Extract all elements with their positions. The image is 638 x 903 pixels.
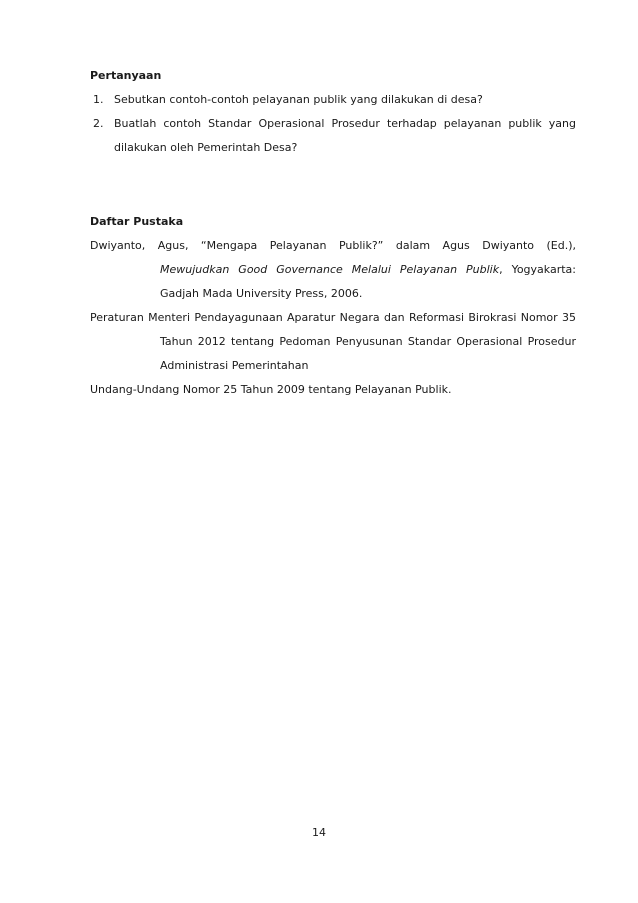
- reference-entry-3: Undang-Undang Nomor 25 Tahun 2009 tentang Pelayanan Publik.: [90, 383, 452, 396]
- questions-section: [90, 64, 576, 160]
- reference-text: Dwiyanto, Agus, “Mengapa Pelayanan Publik?” dalam Agus Dwiyanto (Ed.),: [90, 239, 576, 252]
- question-item-2: [90, 112, 576, 160]
- question-text: Sebutkan contoh-contoh pelayanan publik yang dilakukan di desa?: [114, 93, 483, 106]
- question-item-1: [90, 88, 576, 112]
- reference-entry-2: Peraturan Menteri Pendayagunaan Aparatur Negara dan Reformasi Birokrasi Nomor 35 Tahun 2012 tentang Pedoman Penyusunan Standar Operasional Prosedur Administrasi Pemerintahan: [90, 311, 576, 372]
- references-heading: Daftar Pustaka: [90, 215, 184, 228]
- reference-book-title: Mewujudkan Good Governance Melalui Pelayanan Publik: [160, 263, 500, 276]
- questions-list: [90, 88, 576, 160]
- reference-text: , Yogyakarta: Gadjah Mada University Press, 2006.: [160, 263, 576, 300]
- questions-heading: Pertanyaan: [90, 69, 162, 82]
- page-number: 14: [312, 826, 326, 839]
- question-number: 2.: [93, 117, 104, 130]
- reference-entry-1: [90, 234, 576, 306]
- question-text: Buatlah contoh Standar Operasional Prosedur terhadap pelayanan publik yang dilakukan oleh Pemerintah Desa?: [114, 117, 576, 154]
- references-section: [90, 210, 576, 402]
- question-number: 1.: [93, 93, 104, 106]
